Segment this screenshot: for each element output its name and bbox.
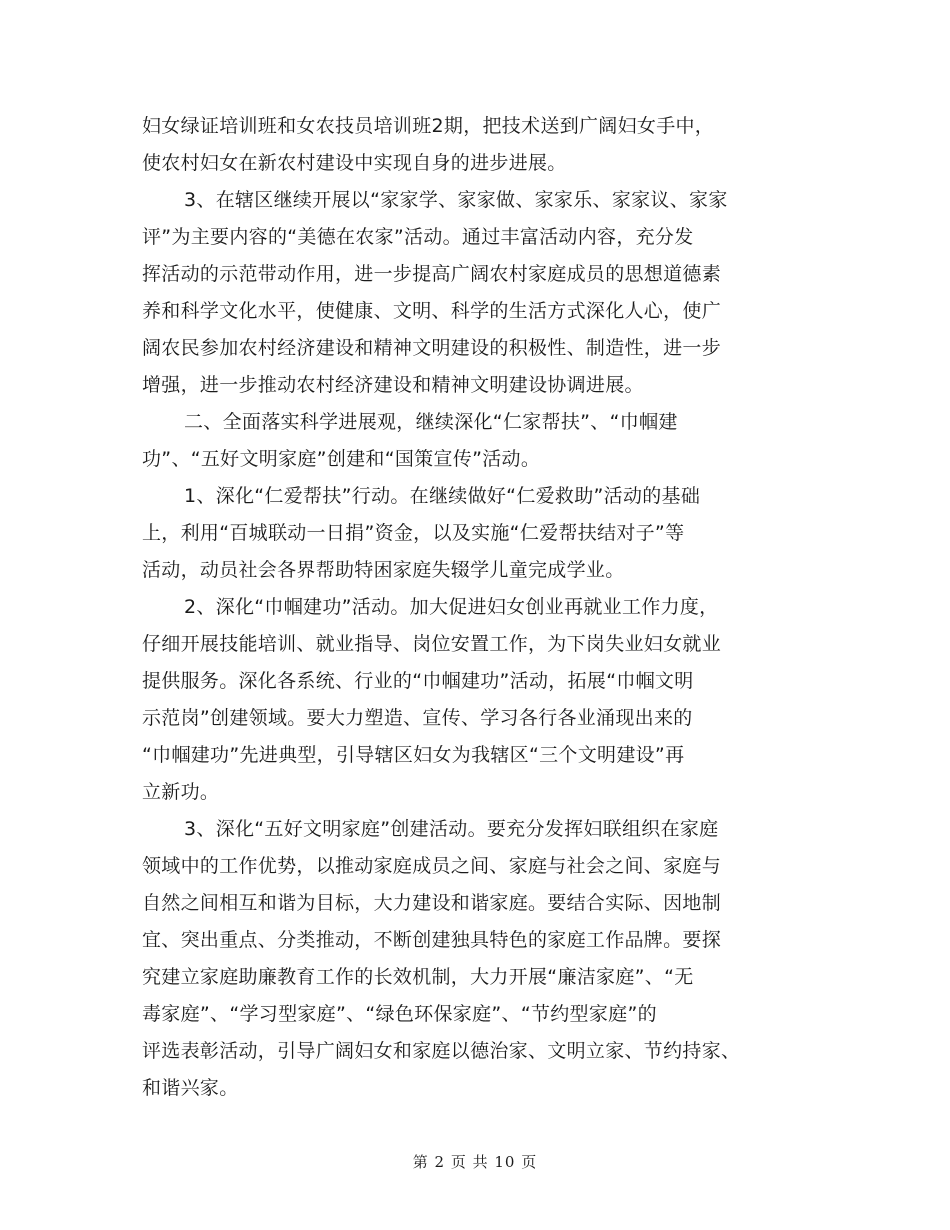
text-line: 挥活动的示范带动作用，进一步提高广阔农村家庭成员的思想道德素 bbox=[142, 263, 722, 285]
text-line: 评选表彰活动，引导广阔妇女和家庭以德治家、文明立家、节约持家、 bbox=[142, 1040, 741, 1062]
text-line: “巾帼建功”先进典型，引导辖区妇女为我辖区“三个文明建设”再 bbox=[142, 744, 685, 766]
section-heading-line: 功”、“五好文明家庭”创建和“国策宣传”活动。 bbox=[142, 448, 541, 470]
text-line: 养和科学文化水平，使健康、文明、科学的生活方式深化人心，使广 bbox=[142, 300, 722, 322]
section-heading-line: 二、全面落实科学进展观，继续深化“仁家帮扶”、“巾帼建 bbox=[184, 411, 678, 433]
page-number-footer: 第 2 页 共 10 页 bbox=[412, 1153, 538, 1171]
paragraph-start-line: 3、在辖区继续开展以“家家学、家家做、家家乐、家家议、家家 bbox=[184, 189, 728, 211]
text-line: 使农村妇女在新农村建设中实现自身的进步进展。 bbox=[142, 152, 567, 174]
text-line: 阔农民参加农村经济建设和精神文明建设的积极性、制造性，进一步 bbox=[142, 337, 722, 359]
text-line: 宜、突出重点、分类推动，不断创建独具特色的家庭工作品牌。要探 bbox=[142, 929, 722, 951]
text-line: 毒家庭”、“学习型家庭”、“绿色环保家庭”、“节约型家庭”的 bbox=[142, 1003, 657, 1025]
text-line: 仔细开展技能培训、就业指导、岗位安置工作，为下岗失业妇女就业 bbox=[142, 633, 722, 655]
text-line: 上，利用“百城联动一日捐”资金，以及实施“仁爱帮扶结对子”等 bbox=[142, 522, 685, 544]
text-line: 领域中的工作优势，以推动家庭成员之间、家庭与社会之间、家庭与 bbox=[142, 855, 722, 877]
text-line: 增强，进一步推动农村经济建设和精神文明建设协调进展。 bbox=[142, 374, 644, 396]
text-line: 示范岗”创建领域。要大力塑造、宣传、学习各行各业涌现出来的 bbox=[142, 707, 693, 729]
paragraph-start-line: 3、深化“五好文明家庭”创建活动。要充分发挥妇联组织在家庭 bbox=[184, 818, 719, 840]
text-line: 评”为主要内容的“美德在农家”活动。通过丰富活动内容，充分发 bbox=[142, 226, 694, 248]
paragraph-start-line: 2、深化“巾帼建功”活动。加大促进妇女创业再就业工作力度， bbox=[184, 596, 719, 618]
text-line: 自然之间相互和谐为目标，大力建设和谐家庭。要结合实际、因地制 bbox=[142, 892, 722, 914]
text-line: 和谐兴家。 bbox=[142, 1077, 239, 1099]
text-line: 究建立家庭助廉教育工作的长效机制，大力开展“廉洁家庭”、“无 bbox=[142, 966, 694, 988]
text-line: 提供服务。深化各系统、行业的“巾帼建功”活动，拓展“巾帼文明 bbox=[142, 670, 694, 692]
paragraph-start-line: 1、深化“仁爱帮扶”行动。在继续做好“仁爱救助”活动的基础 bbox=[184, 485, 701, 507]
document-body bbox=[142, 108, 802, 1107]
text-line: 妇女绿证培训班和女农技员培训班2期，把技术送到广阔妇女手中， bbox=[142, 115, 715, 137]
text-line: 活动，动员社会各界帮助特困家庭失辍学儿童完成学业。 bbox=[142, 559, 625, 581]
text-line: 立新功。 bbox=[142, 781, 220, 803]
